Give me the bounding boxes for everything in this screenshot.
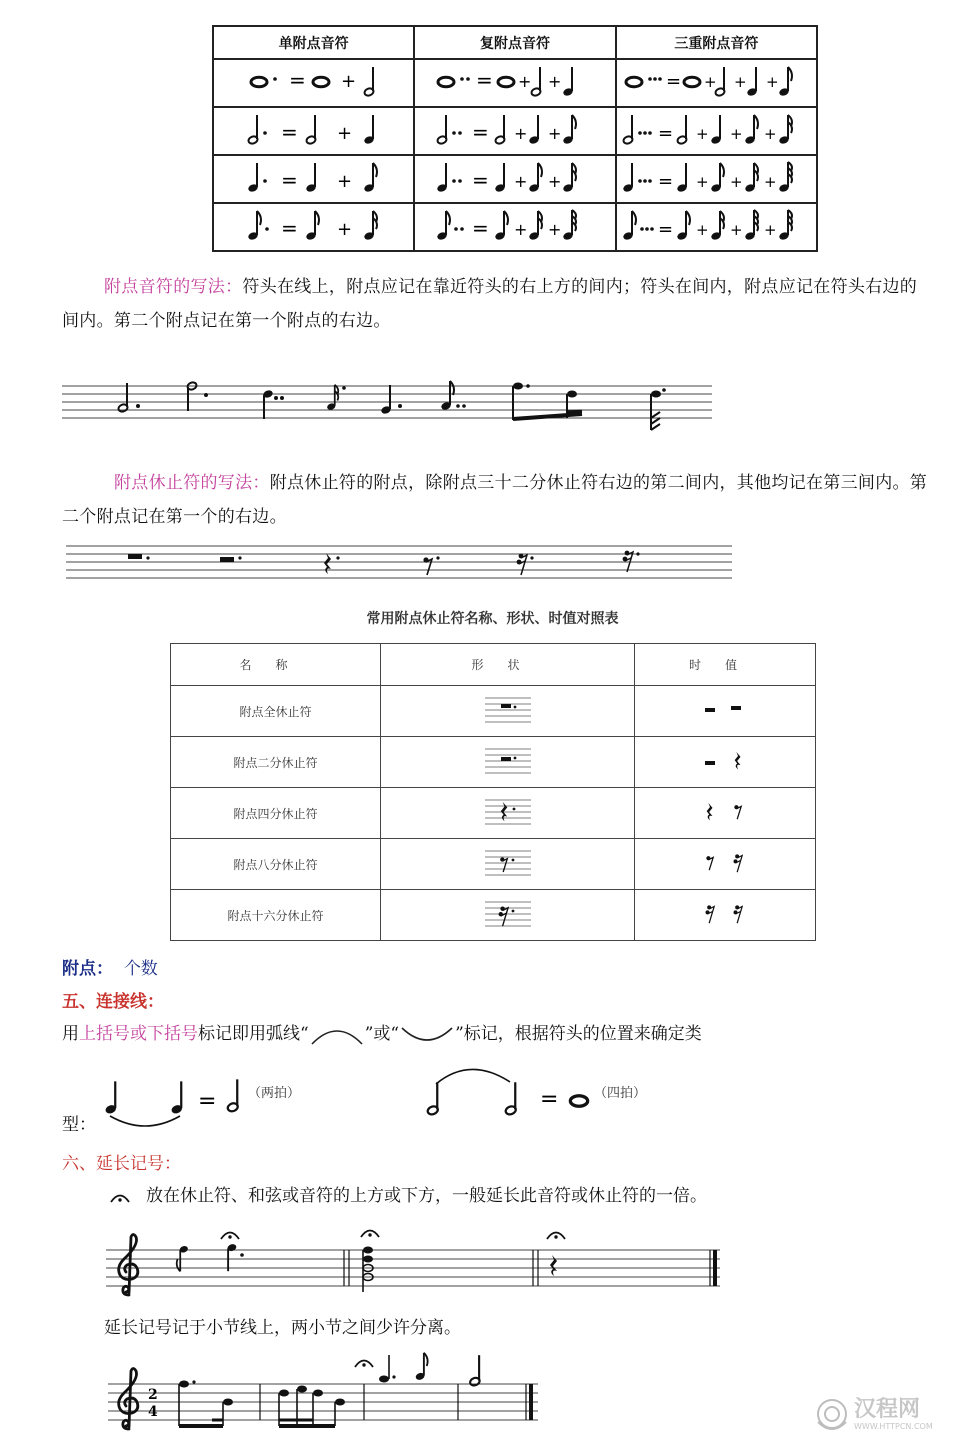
tie-quote-mid: ”或“ [364, 1024, 400, 1044]
table-row [213, 203, 817, 251]
tie-continuation: 型： [62, 1115, 96, 1135]
svg-text:=: = [658, 219, 674, 240]
formula-whole-double [414, 59, 615, 107]
svg-text:+: + [766, 73, 779, 91]
rest-name-whole: 附点全休止符 [171, 686, 381, 737]
svg-text:+: + [704, 73, 717, 91]
rest-name-quarter: 附点四分休止符 [171, 788, 381, 839]
formula-eighth-single [213, 203, 414, 251]
fermata-description [110, 1180, 707, 1212]
formula-half-single [213, 107, 414, 155]
header-value: 时值 [635, 644, 816, 686]
fermata-barline-staff [108, 1352, 548, 1438]
svg-text:+: + [764, 221, 777, 239]
rest-name-half: 附点二分休止符 [171, 737, 381, 788]
fermata-note: 延长记号记于小节线上，两小节之间少许分离。 [104, 1318, 461, 1338]
svg-text:=: = [280, 168, 298, 192]
svg-text:=: = [280, 216, 298, 240]
dotted-note-writing-label: 附点音符的写法： [104, 277, 243, 297]
table-row [171, 788, 816, 839]
rest-shape-sixteenth [381, 890, 635, 941]
table-row [171, 737, 816, 788]
svg-text:+: + [696, 173, 709, 191]
tie-example1-note: （两拍） [248, 1086, 301, 1101]
lower-arc-icon [399, 1024, 455, 1046]
formula-whole-single [213, 59, 414, 107]
dotted-rest-writing-paragraph [62, 466, 928, 534]
fermata-example-staff [106, 1220, 724, 1304]
dotted-note-writing-text: 符头在线上，附点应记在靠近符头的右上方的间内；符头在间内，附点应记在符头右边的间内。第二个附点记在第一个附点的右边。 [62, 277, 918, 331]
formula-eighth-triple [616, 203, 817, 251]
svg-text:+: + [764, 173, 777, 191]
dotted-rest-writing-text: 附点休止符的附点，除附点三十二分休止符右边的第二间内，其他均记在第三间内。第二个附点记在第一个的右边。 [62, 473, 928, 527]
dot-count-label: 附点： [62, 959, 113, 979]
rest-shape-eighth [381, 839, 635, 890]
upper-arc-icon [309, 1024, 365, 1046]
rest-name-eighth: 附点八分休止符 [171, 839, 381, 890]
tie-suffix: ”标记，根据符头的位置来确定类 [455, 1024, 702, 1044]
svg-text:4: 4 [148, 1404, 158, 1420]
header-double-dotted: 复附点音符 [414, 26, 615, 59]
svg-text:=: = [471, 216, 489, 240]
svg-text:+: + [547, 220, 562, 239]
svg-text:2: 2 [148, 1387, 158, 1403]
dot-count-line [62, 955, 158, 983]
svg-text:+: + [547, 124, 562, 143]
svg-text:=: = [471, 168, 489, 192]
svg-text:=: = [658, 171, 674, 192]
table-row [171, 839, 816, 890]
svg-text:=: = [475, 68, 493, 92]
rest-shape-quarter [381, 788, 635, 839]
svg-text:+: + [696, 125, 709, 143]
rest-value-quarter [635, 788, 816, 839]
formula-half-triple [616, 107, 817, 155]
svg-text:+: + [340, 71, 356, 92]
svg-text:=: = [198, 1089, 217, 1114]
fermata-section-heading: 六、延长记号： [62, 1154, 181, 1174]
svg-text:+: + [730, 173, 743, 191]
tie-example-four-beats [420, 1060, 610, 1126]
dotted-note-table [212, 25, 818, 252]
watermark-url: WWW.HTTPCN.COM [854, 1422, 933, 1431]
svg-text:+: + [547, 72, 562, 91]
formula-half-double [414, 107, 615, 155]
svg-text:=: = [280, 120, 298, 144]
svg-text:=: = [471, 120, 489, 144]
dotted-notes-staff [62, 372, 712, 434]
svg-text:+: + [734, 73, 747, 91]
rest-value-eighth [635, 839, 816, 890]
formula-eighth-double [414, 203, 615, 251]
svg-text:+: + [730, 221, 743, 239]
tie-prefix: 用 [62, 1024, 79, 1044]
svg-text:+: + [730, 125, 743, 143]
header-triple-dotted: 三重附点音符 [616, 26, 817, 59]
svg-text:=: = [540, 1087, 559, 1112]
formula-quarter-double [414, 155, 615, 203]
formula-whole-triple [616, 59, 817, 107]
fermata-text: 放在休止符、和弦或音符的上方或下方，一般延长此音符或休止符的一倍。 [146, 1186, 707, 1206]
table-row [171, 890, 816, 941]
dotted-note-writing-paragraph [62, 270, 928, 338]
svg-text:+: + [336, 123, 352, 144]
watermark-logo [812, 1392, 962, 1436]
svg-text:+: + [336, 171, 352, 192]
svg-text:+: + [513, 124, 528, 143]
rest-table-caption: 常用附点休止符名称、形状、时值对照表 [366, 611, 619, 627]
rest-value-sixteenth [635, 890, 816, 941]
table-row [171, 686, 816, 737]
svg-text:+: + [513, 220, 528, 239]
header-name: 名称 [171, 644, 381, 686]
tie-description [62, 1018, 942, 1050]
svg-text:+: + [513, 172, 528, 191]
svg-text:=: = [288, 68, 306, 92]
formula-quarter-single [213, 155, 414, 203]
dot-count-value: 个数 [123, 959, 158, 979]
svg-text:+: + [336, 219, 352, 240]
svg-text:+: + [764, 125, 777, 143]
table-row [213, 59, 817, 107]
tie-example2-note: （四拍） [594, 1086, 647, 1101]
tie-middle: 标记即用弧线“ [198, 1024, 309, 1044]
rest-shape-whole [381, 686, 635, 737]
header-shape: 形状 [381, 644, 635, 686]
header-single-dotted: 单附点音符 [213, 26, 414, 59]
tie-section-heading: 五、连接线： [62, 992, 164, 1012]
formula-quarter-triple [616, 155, 817, 203]
svg-text:+: + [696, 221, 709, 239]
dotted-rest-table [170, 643, 816, 941]
rest-value-whole [635, 686, 816, 737]
rest-value-half [635, 737, 816, 788]
svg-text:+: + [517, 72, 532, 91]
svg-text:=: = [658, 123, 674, 144]
tie-highlight: 上括号或下括号 [79, 1024, 198, 1044]
table-row [213, 107, 817, 155]
table-row [213, 155, 817, 203]
rest-name-sixteenth: 附点十六分休止符 [171, 890, 381, 941]
dotted-rest-writing-label: 附点休止符的写法： [114, 473, 270, 493]
watermark-brand: 汉程网 [854, 1397, 921, 1422]
svg-text:+: + [547, 172, 562, 191]
dotted-rests-staff [66, 540, 732, 588]
fermata-icon [110, 1190, 130, 1204]
svg-text:=: = [666, 71, 682, 92]
rest-shape-half [381, 737, 635, 788]
